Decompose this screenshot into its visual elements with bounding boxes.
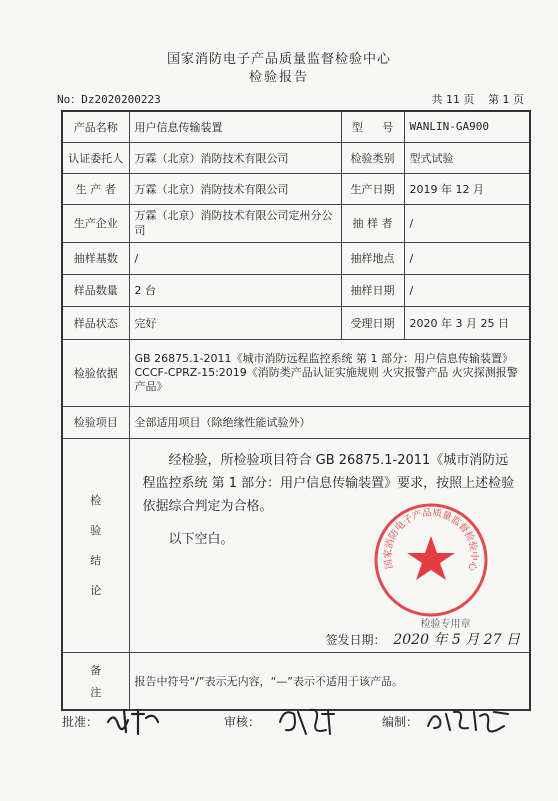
remark-char-2: 注 <box>90 685 102 699</box>
label-conclusion <box>62 438 129 652</box>
prepare-signature <box>424 706 514 734</box>
conclusion-char-1: 检 <box>90 494 102 507</box>
value-sample-place: / <box>404 242 530 274</box>
report-table <box>61 110 531 711</box>
label-test-type: 检验类别 <box>341 142 404 173</box>
label-basis: 检验依据 <box>62 339 129 406</box>
prepare-label: 编制： <box>382 715 419 729</box>
value-manufacturer: 万霖（北京）消防技术有限公司 <box>129 173 341 204</box>
row-sample-qty <box>62 274 530 306</box>
remark-char-1: 备 <box>90 663 102 677</box>
label-sample-base: 抽样基数 <box>62 242 129 274</box>
value-accept-date: 2020 年 3 月 25 日 <box>404 306 530 339</box>
basis-line-2: CCCF-CPRZ-15:2019《消防类产品认证实施规则 火灾报警产品 火灾探测报警产品》 <box>134 365 518 393</box>
official-seal <box>372 501 490 619</box>
svg-text:国家消防电子产品质量监督检验中心: 国家消防电子产品质量监督检验中心 <box>382 507 479 572</box>
row-items <box>62 406 530 438</box>
label-sample-state: 样品状态 <box>62 306 129 339</box>
label-accept-date: 受理日期 <box>341 306 404 339</box>
conclusion-char-2: 验 <box>90 524 102 537</box>
value-sample-base: / <box>129 242 341 274</box>
row-remark <box>62 652 530 710</box>
conclusion-body <box>129 438 530 652</box>
row-sample-base <box>62 242 530 274</box>
page-number: 第 1 页 <box>488 93 524 106</box>
value-items: 全部适用项目（除绝缘性能试验外） <box>129 406 530 438</box>
row-client <box>62 142 530 173</box>
remark-text: 报告中符号“/”表示无内容，“—”表示不适用于该产品。 <box>129 652 530 710</box>
issue-date <box>326 629 520 649</box>
value-test-type: 型式试验 <box>404 142 530 173</box>
value-basis <box>129 339 530 406</box>
doc-title: 检验报告 <box>248 70 309 85</box>
conclusion-char-3: 结 <box>90 554 102 567</box>
row-factory <box>62 204 530 242</box>
value-factory: 万霖（北京）消防技术有限公司定州分公司 <box>129 204 341 242</box>
issue-date-value: 2020 年 5 月 27 日 <box>393 631 520 648</box>
label-sample-date: 抽样日期 <box>341 274 404 306</box>
approve-label: 批准： <box>62 715 99 729</box>
report-number: No：Dz2020200223 <box>57 93 161 106</box>
org-title: 国家消防电子产品质量监督检验中心 <box>166 52 391 67</box>
label-sample-qty: 样品数量 <box>62 274 129 306</box>
label-sample-place: 抽样地点 <box>341 242 404 274</box>
value-sample-state: 完好 <box>129 306 341 339</box>
total-pages: 共 11 页 <box>431 93 475 106</box>
label-remark <box>62 652 129 710</box>
conclusion-char-4: 论 <box>90 584 102 597</box>
conclusion-text: 经检验，所检验项目符合 GB 26875.1-2011《城市消防远程监控系统 第 1 部分：用户信息传输装置》要求，按照上述检验依据综合判定为合格。 <box>142 452 515 514</box>
label-client: 认证委托人 <box>62 142 129 173</box>
basis-line-1: GB 26875.1-2011《城市消防远程监控系统 第 1 部分：用户信息传输装置》 <box>134 351 514 365</box>
label-prod-date: 生产日期 <box>341 173 404 204</box>
stamp-label: 检验专用章 <box>420 618 471 630</box>
approve-signature <box>104 706 162 736</box>
value-client: 万霖（北京）消防技术有限公司 <box>129 142 341 173</box>
review-signature <box>276 704 338 738</box>
label-items: 检验项目 <box>62 406 129 438</box>
value-product-name: 用户信息传输装置 <box>129 111 341 142</box>
label-manufacturer: 生 产 者 <box>62 173 129 204</box>
value-sample-date: / <box>404 274 530 306</box>
conclusion-blank: 以下空白。 <box>168 531 234 547</box>
label-model: 型 号 <box>341 111 404 142</box>
label-product-name: 产品名称 <box>62 111 129 142</box>
value-sample-qty: 2 台 <box>129 274 341 306</box>
row-product-name <box>62 111 530 142</box>
label-sampler: 抽 样 者 <box>341 204 404 242</box>
row-sample-state <box>62 306 530 339</box>
review-label: 审核： <box>224 715 261 729</box>
row-conclusion <box>62 438 530 652</box>
row-manufacturer <box>62 173 530 204</box>
issue-date-label: 签发日期： <box>325 632 386 647</box>
page-info <box>422 91 525 107</box>
value-model: WANLIN-GA900 <box>404 111 530 142</box>
value-prod-date: 2019 年 12 月 <box>404 173 530 204</box>
label-factory: 生产企业 <box>62 204 129 242</box>
row-basis <box>62 339 530 406</box>
value-sampler: / <box>404 204 530 242</box>
